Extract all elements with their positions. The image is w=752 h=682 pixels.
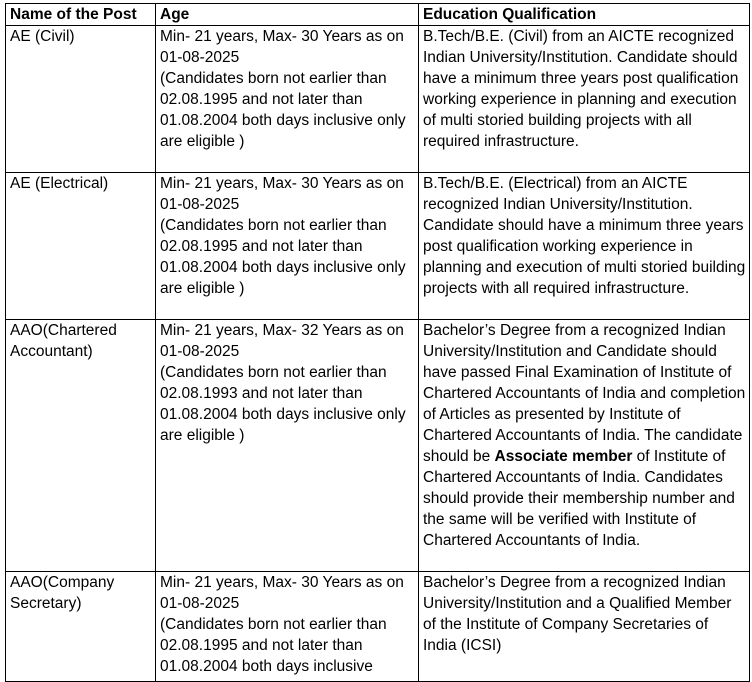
age-cell (156, 320, 419, 572)
education-text: Bachelor’s Degree from a recognized Indian University/Institution and Candidate should have passed Final Examination of Institute of Chartered Accountants of India and completion of Articles as presented by Institute of Chartered Accountants of India. The candidate should be (423, 322, 746, 465)
table-row (6, 26, 750, 173)
education-cell: B.Tech/B.E. (Civil) from an AICTE recognized Indian University/Institution. Candidate should have a minimum three years post qualification working experience in planning and execution of multi storied building projects with all required infrastructure. (419, 26, 750, 173)
post-name: AE (Civil) (6, 26, 156, 173)
age-limit: Min- 21 years, Max- 30 Years as on 01-08-2025 (160, 574, 404, 612)
eligibility-table (5, 3, 750, 682)
education-emphasis: Associate member (494, 448, 633, 465)
table-row (6, 173, 750, 320)
age-cell (156, 26, 419, 173)
age-note: (Candidates born not earlier than 02.08.1993 and not later than 01.08.2004 both days inclusive only are eligible ) (160, 364, 406, 444)
age-cell (156, 572, 419, 682)
post-name: AE (Electrical) (6, 173, 156, 320)
post-name: AAO(Company Secretary) (6, 572, 156, 682)
header-age: Age (156, 4, 419, 26)
education-cell: Bachelor’s Degree from a recognized Indian University/Institution and a Qualified Member of the Institute of Company Secretaries of India (ICSI) (419, 572, 750, 682)
education-cell: B.Tech/B.E. (Electrical) from an AICTE recognized Indian University/Institution. Candidate should have a minimum three years post qualification working experience in planning and execution of multi storied building projects with all required infrastructure. (419, 173, 750, 320)
age-limit: Min- 21 years, Max- 30 Years as on 01-08-2025 (160, 28, 404, 66)
header-post: Name of the Post (6, 4, 156, 26)
age-note: (Candidates born not earlier than 02.08.1995 and not later than 01.08.2004 both days inclusive (160, 616, 387, 675)
age-cell (156, 173, 419, 320)
header-education: Education Qualification (419, 4, 750, 26)
post-name: AAO(Chartered Accountant) (6, 320, 156, 572)
education-text-continued: of Institute of Chartered Accountants of India. Candidates should provide their membership number and the same will be verified with Institute of Chartered Accountants of India. (423, 448, 735, 549)
age-note: (Candidates born not earlier than 02.08.1995 and not later than 01.08.2004 both days inclusive only are eligible ) (160, 70, 406, 150)
age-limit: Min- 21 years, Max- 30 Years as on 01-08-2025 (160, 175, 404, 213)
header-row (6, 4, 750, 26)
education-cell (419, 320, 750, 572)
age-limit: Min- 21 years, Max- 32 Years as on 01-08-2025 (160, 322, 404, 360)
table-row (6, 320, 750, 572)
age-note: (Candidates born not earlier than 02.08.1995 and not later than 01.08.2004 both days inclusive only are eligible ) (160, 217, 406, 297)
table-row (6, 572, 750, 682)
